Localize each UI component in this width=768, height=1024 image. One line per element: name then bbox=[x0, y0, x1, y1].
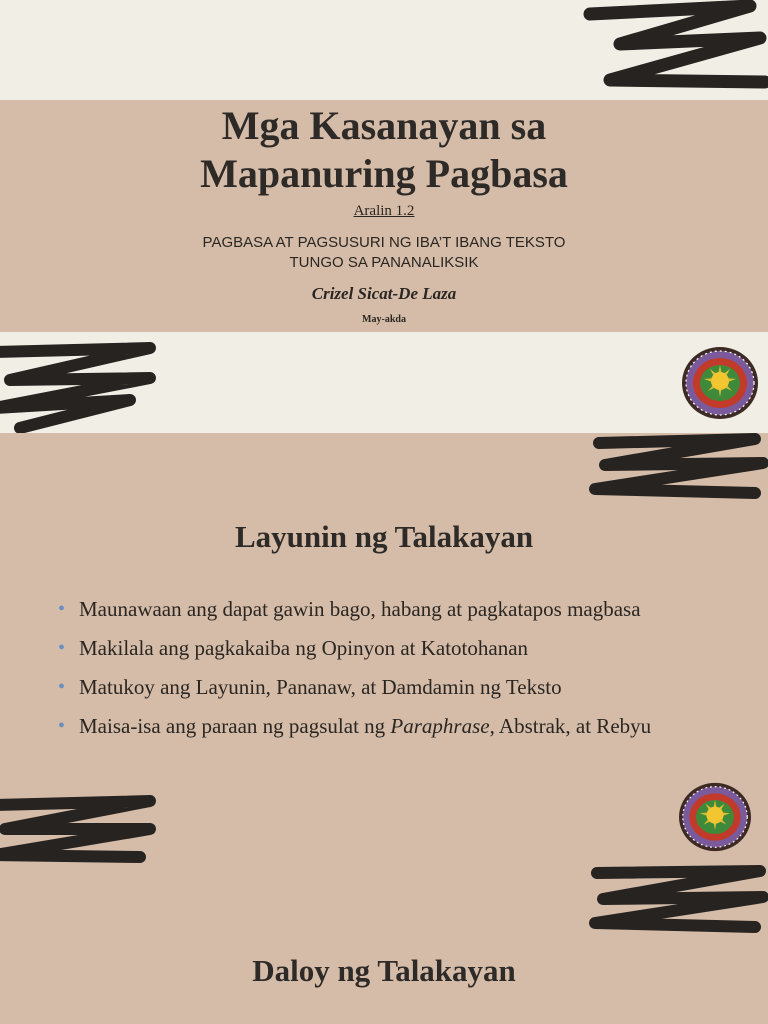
list-item bbox=[58, 596, 698, 623]
course-subtitle bbox=[0, 233, 768, 273]
title-slide bbox=[0, 0, 768, 433]
objectives-list bbox=[58, 596, 698, 752]
subtitle-line-2: TUNGO SA PANANALIKSIK bbox=[289, 254, 479, 271]
objective-text-before: Maisa-isa ang paraan ng pagsulat ng bbox=[79, 714, 391, 738]
author-name: Crizel Sicat-De Laza bbox=[311, 284, 457, 303]
scribble-lower-right-decoration bbox=[585, 861, 768, 941]
subtitle-line-1: PAGBASA AT PAGSUSURI NG IBA’T IBANG TEKSTO bbox=[202, 234, 566, 251]
lesson-number bbox=[0, 203, 768, 220]
school-seal-icon bbox=[680, 345, 760, 421]
list-item bbox=[58, 674, 698, 701]
objective-emphasis: Paraphrase bbox=[390, 714, 490, 738]
school-seal-icon bbox=[676, 781, 754, 853]
objective-text: Maunawaan ang dapat gawin bago, habang at pagkatapos magbasa bbox=[79, 597, 641, 621]
list-item bbox=[58, 635, 698, 662]
presentation-title bbox=[0, 102, 768, 198]
discussion-flow-heading: Daloy ng Talakayan bbox=[252, 953, 516, 988]
objectives-slide bbox=[0, 433, 768, 1024]
scribble-bottom-left-decoration bbox=[0, 338, 170, 433]
list-item bbox=[58, 713, 698, 740]
title-line-1: Mga Kasanayan sa bbox=[221, 103, 547, 148]
lesson-label: Aralin 1.2 bbox=[353, 203, 415, 219]
objective-text: Makilala ang pagkakaiba ng Opinyon at Katotohanan bbox=[79, 636, 529, 660]
scribble-upper-right-decoration bbox=[585, 433, 768, 513]
objectives-heading: Layunin ng Talakayan bbox=[234, 519, 534, 554]
author-role: May-akda bbox=[362, 314, 406, 325]
title-line-2: Mapanuring Pagbasa bbox=[200, 151, 568, 196]
scribble-middle-left-decoration bbox=[0, 795, 165, 870]
objective-text-after: , Abstrak, at Rebyu bbox=[489, 714, 652, 738]
scribble-top-right-decoration bbox=[580, 0, 768, 100]
objective-text: Matukoy ang Layunin, Pananaw, at Damdamin ng Teksto bbox=[79, 675, 562, 699]
